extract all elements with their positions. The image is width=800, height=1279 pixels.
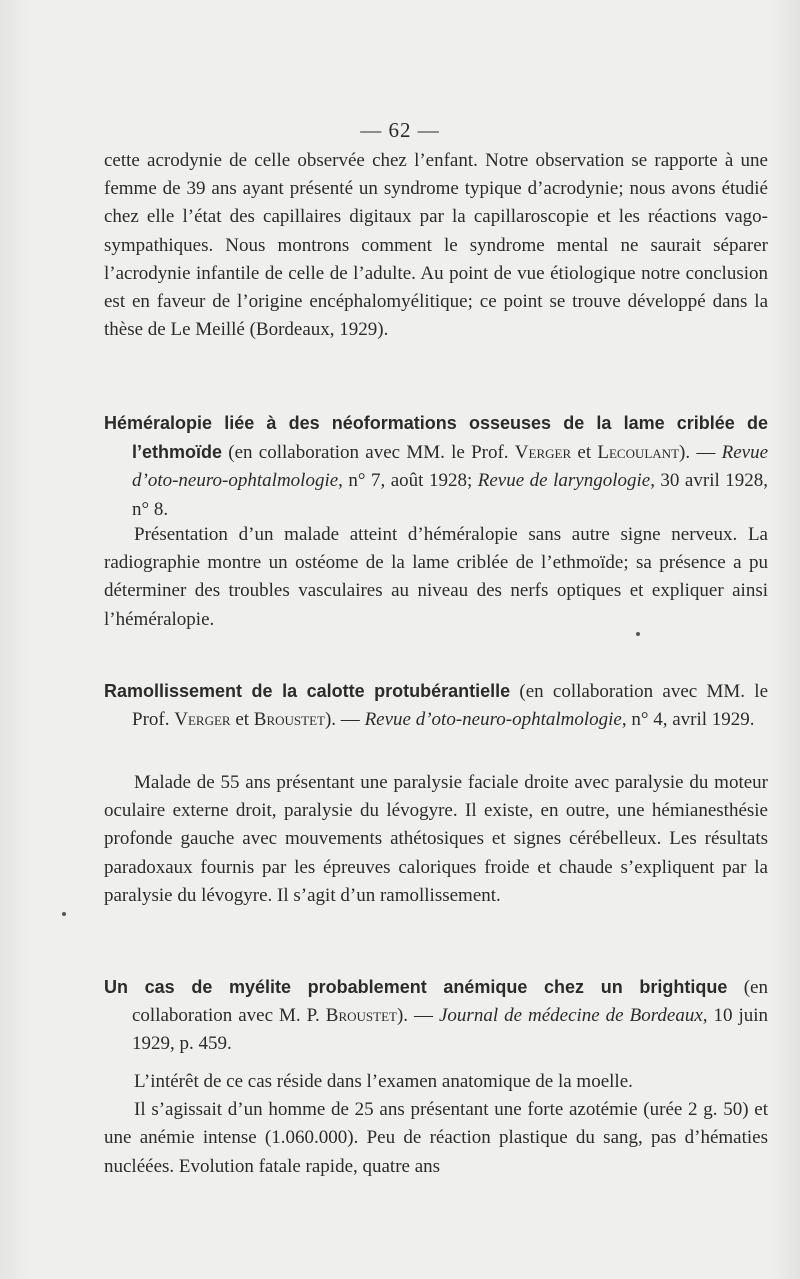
entry-1-heading [104,409,768,524]
entry-3-ref-detail-1: , 10 juin 1929, p. 459. [132,1005,768,1055]
entry-2-paragraph: Malade de 55 ans présentant une paralysie faciale droite avec paralysie du moteur oculaire externe droit, paralysie du lévogyre. Il existe, en outre, une hémianesthésie profonde gauche avec mouvements athétosiques et signes cérébelleux. Les résultats paradoxaux fournis par les épreuves caloriques froide et chaude s’expliquent par la paralysie du lévogyre. Il s’agit d’un ramollissement. [104,772,768,906]
entry-2-ref-and: et [230,709,254,731]
entry-1-paragraph: Présentation d’un malade atteint d’héméralopie sans autre signe nerveux. La radiographie montre un ostéome de la lame criblée de l’ethmoïde; sa présence a pu déterminer des troubles vasculaires au niveau des nerfs optiques et expliquer ainsi l’héméralopie. [104,524,768,630]
entry-2-ref-detail-1: , n° 4, avril 1929. [621,709,755,731]
entry-2-author-1: Verger [174,709,231,731]
entry-1-ref-mid: ). — [679,442,722,464]
entry-2-title: Ramollissement de la calotte protubérantielle [104,681,511,701]
entry-1-body [104,521,768,634]
entry-1-ref-and: et [571,442,598,464]
entry-1-ref-detail-2: , 30 avril 1928, n° 8. [132,470,769,520]
entry-3-ref-mid: ). — [396,1005,439,1027]
scan-speck [62,912,66,916]
entry-1-title: Héméralopie liée à des néoformations osseuses de la lame criblée de l’ethmoïde [104,413,768,463]
entry-1 [104,409,768,524]
scan-speck [636,632,640,636]
entry-2-ref-mid: ). — [324,709,365,731]
entry-3-author-1: Broustet [325,1005,397,1027]
entry-3-journal-1: Journal de médecine de Bordeaux [439,1005,703,1027]
intro-paragraph: cette acrodynie de celle observée chez l’enfant. Notre observation se rapporte à une femme de 39 ans ayant présenté un syndrome typique d’acrodynie; nous avons étudié chez elle l’état des capillaires digitaux par la capillaroscopie et les réactions vago-sympathiques. Nous montrons comment le syndrome mental ne saurait séparer l’acrodynie infantile de celle de l’adulte. Au point de vue étiologique notre conclusion est en faveur de l’origine encéphalomyélitique; ce point se trouve développé dans la thèse de Le Meillé (Bordeaux, 1929). [104,150,768,341]
intro-block [104,147,768,344]
entry-1-ref-prefix: (en collaboration avec MM. le Prof. [222,442,515,464]
entry-3-heading [104,973,768,1059]
entry-2-journal-1: Revue d’oto-neuro-ophtalmologie [364,709,622,731]
entry-1-ref-detail-1: , n° 7, août 1928; [338,470,478,492]
entry-1-author-2: Lecoulant [597,442,680,464]
entry-3-body [104,1068,768,1181]
entry-3-paragraph-2: Il s’agissait d’un homme de 25 ans présentant une forte azotémie (urée 2 g. 50) et une anémie intense (1.060.000). Peu de réaction plastique du sang, pas d’hématies nucléées. Evolution fatale rapide, quatre ans [104,1099,768,1177]
entry-1-journal-2: Revue de laryngologie [477,470,651,492]
entry-2-ref-prefix: (en collaboration avec MM. le Prof. [132,681,769,731]
entry-2 [104,677,768,734]
entry-2-body [104,769,768,910]
entry-3-title: Un cas de myélite probablement anémique chez un brightique [104,977,728,997]
entry-1-author-1: Verger [514,442,572,464]
entry-2-heading [104,677,768,734]
page-number: — 62 — [360,118,440,142]
entry-3-ref-prefix: (en collaboration avec M. P. [132,977,768,1027]
entry-2-author-2: Broustet [253,709,325,731]
entry-3 [104,973,768,1059]
entry-1-journal-1: Revue d’oto-neuro-ophtalmologie [132,442,768,492]
entry-3-paragraph-1: L’intérêt de ce cas réside dans l’examen anatomique de la moelle. [134,1071,633,1092]
